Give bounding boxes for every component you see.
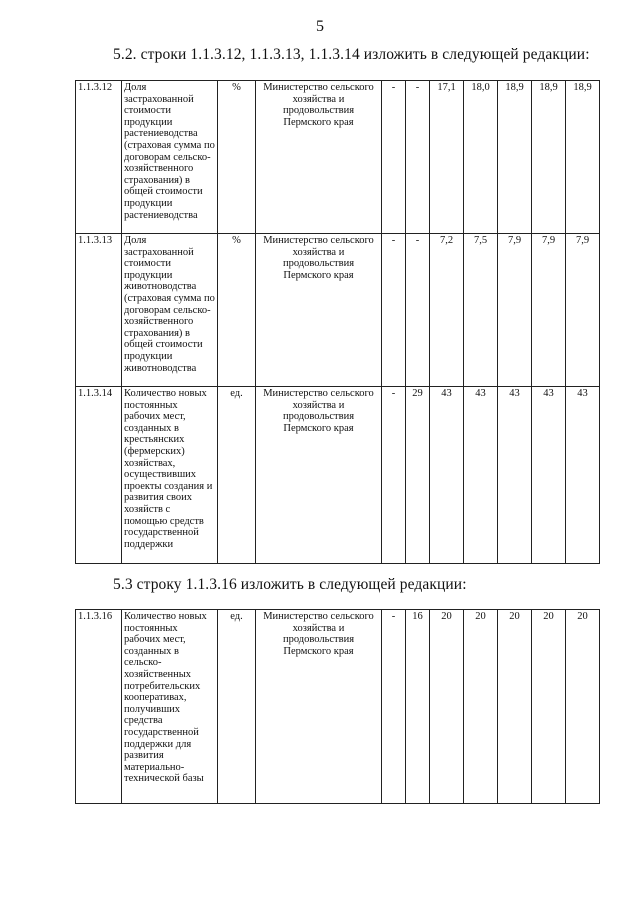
value-cell: 29 [406, 387, 430, 564]
value-cell: 7,9 [532, 234, 566, 387]
value-cell: - [382, 387, 406, 564]
table-row [76, 610, 600, 804]
value-cell: 7,2 [430, 234, 464, 387]
value-cell: - [406, 234, 430, 387]
agency-cell: Министерство сельского хозяйства и продовольствия Пермского края [256, 610, 382, 804]
value-cell: 20 [566, 610, 600, 804]
value-cell: - [382, 610, 406, 804]
section-heading-5-3: 5.3 строку 1.1.3.16 изложить в следующей редакции: [113, 576, 467, 593]
row-code: 1.1.3.12 [76, 81, 122, 234]
agency-cell: Министерство сельского хозяйства и продовольствия Пермского края [256, 387, 382, 564]
agency-cell: Министерство сельского хозяйства и продовольствия Пермского края [256, 81, 382, 234]
unit-cell: % [218, 234, 256, 387]
row-code: 1.1.3.14 [76, 387, 122, 564]
indicators-table-2 [75, 609, 600, 804]
value-cell: 16 [406, 610, 430, 804]
value-cell: 18,9 [498, 81, 532, 234]
indicator-name: Доля застрахованной стоимости продукции животноводства (страховая сумма по договорам сельско-хозяйственного страхования) в общей стоимости продукции животноводства [122, 234, 218, 387]
value-cell: 43 [566, 387, 600, 564]
value-cell: 18,9 [566, 81, 600, 234]
indicator-name: Количество новых постоянных рабочих мест, созданных в сельско-хозяйственных потребительских кооперативах, получивших средства государственной поддержки для развития материально-технической базы [122, 610, 218, 804]
value-cell: 43 [430, 387, 464, 564]
row-code: 1.1.3.16 [76, 610, 122, 804]
value-cell: 20 [430, 610, 464, 804]
agency-cell: Министерство сельского хозяйства и продовольствия Пермского края [256, 234, 382, 387]
value-cell: - [382, 81, 406, 234]
value-cell: 7,9 [498, 234, 532, 387]
page-number: 5 [316, 18, 324, 35]
value-cell: 7,5 [464, 234, 498, 387]
row-code: 1.1.3.13 [76, 234, 122, 387]
value-cell: 43 [464, 387, 498, 564]
section-heading-5-2: 5.2. строки 1.1.3.12, 1.1.3.13, 1.1.3.14 изложить в следующей редакции: [113, 46, 590, 63]
indicator-name: Количество новых постоянных рабочих мест, созданных в крестьянских (фермерских) хозяйствах, осуществивших проекты создания и развития своих хозяйств с помощью средств государственной поддержки [122, 387, 218, 564]
value-cell: 18,9 [532, 81, 566, 234]
indicator-name: Доля застрахованной стоимости продукции растениеводства (страховая сумма по договорам сельско-хозяйственного страхования) в общей стоимости продукции растениеводства [122, 81, 218, 234]
value-cell: 43 [532, 387, 566, 564]
table-row [76, 387, 600, 564]
value-cell: - [382, 234, 406, 387]
value-cell: 20 [464, 610, 498, 804]
value-cell: 20 [498, 610, 532, 804]
value-cell: 20 [532, 610, 566, 804]
table-row [76, 81, 600, 234]
indicators-table-1 [75, 80, 600, 564]
value-cell: 18,0 [464, 81, 498, 234]
value-cell: 17,1 [430, 81, 464, 234]
value-cell: - [406, 81, 430, 234]
unit-cell: ед. [218, 610, 256, 804]
unit-cell: ед. [218, 387, 256, 564]
value-cell: 7,9 [566, 234, 600, 387]
unit-cell: % [218, 81, 256, 234]
value-cell: 43 [498, 387, 532, 564]
table-row [76, 234, 600, 387]
